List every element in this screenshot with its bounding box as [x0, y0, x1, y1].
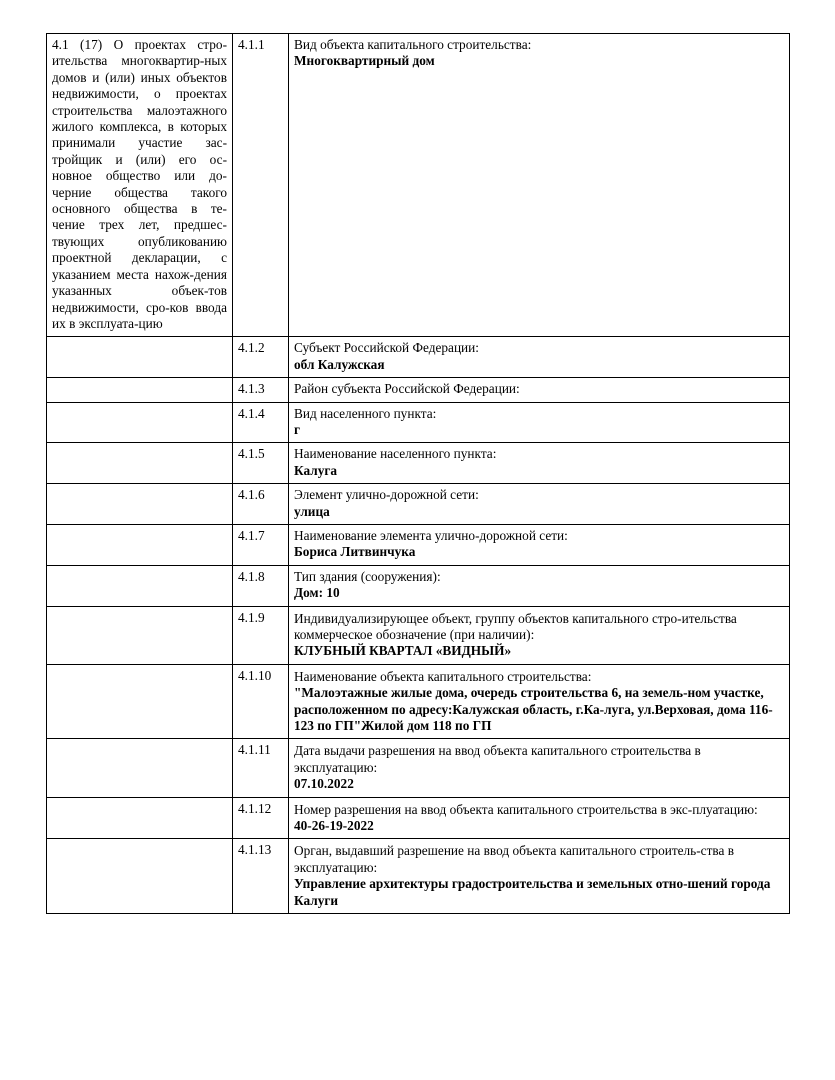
declaration-table: [46, 33, 790, 914]
row-label: Тип здания (сооружения):: [294, 568, 441, 584]
row-label: Орган, выдавший разрешение на ввод объекта капитального строитель-ства в эксплуатацию:: [294, 843, 734, 875]
row-content: [289, 402, 790, 443]
table-row: [47, 664, 790, 739]
table-row: [47, 606, 790, 664]
empty-title-cell: [47, 402, 233, 443]
row-label: Дата выдачи разрешения на ввод объекта капитального строительства в эксплуатацию:: [294, 743, 701, 775]
section-title-cell: 4.1 (17) О проектах стро-ительства многоквартир-ных домов и (или) иных объектов недвижимости, о проектах строительства малоэтажного жилого комплекса, в которых принимали участие зас-тройщик и (или) его ос-новное общество или до-черние общества такого основного общества в те-чение трех лет, предшес-твующих опубликованию проектной декларации, с указанием места нахож-дения указанных объек-тов недвижимости, сро-ков ввода их в эксплуата-цию: [47, 34, 233, 337]
table-row: [47, 565, 790, 606]
table-row: [47, 443, 790, 484]
row-content: [289, 378, 790, 402]
row-value: Дом: 10: [294, 585, 340, 601]
row-content: [289, 34, 790, 337]
empty-title-cell: [47, 664, 233, 739]
row-value: г: [294, 421, 301, 437]
row-label: Субъект Российской Федерации:: [294, 340, 479, 356]
row-value: Бориса Литвинчука: [294, 544, 416, 560]
row-content: [289, 664, 790, 739]
table-row: [47, 402, 790, 443]
row-number: 4.1.11: [233, 739, 289, 797]
row-value: Управление архитектуры градостроительства и земельных отно-шений города Калуги: [294, 876, 771, 908]
row-number: 4.1.12: [233, 797, 289, 839]
row-number: 4.1.6: [233, 484, 289, 525]
row-label: Вид объекта капитального строительства:: [294, 37, 532, 52]
row-label: Элемент улично-дорожной сети:: [294, 487, 479, 503]
row-content: [289, 443, 790, 484]
row-value: улица: [294, 503, 330, 519]
row-label: Район субъекта Российской Федерации:: [294, 381, 520, 397]
empty-title-cell: [47, 378, 233, 402]
empty-title-cell: [47, 337, 233, 378]
empty-title-cell: [47, 739, 233, 797]
row-content: [289, 606, 790, 664]
row-content: [289, 524, 790, 565]
row-number: 4.1.13: [233, 839, 289, 914]
table-row: [47, 484, 790, 525]
row-label: Вид населенного пункта:: [294, 405, 437, 421]
empty-title-cell: [47, 443, 233, 484]
table-row: [47, 34, 790, 337]
table-row: [47, 839, 790, 914]
row-label: Наименование элемента улично-дорожной сети:: [294, 527, 568, 543]
empty-title-cell: [47, 524, 233, 565]
empty-title-cell: [47, 606, 233, 664]
table-row: [47, 739, 790, 797]
row-number: 4.1.2: [233, 337, 289, 378]
row-content: [289, 739, 790, 797]
table-row: [47, 337, 790, 378]
empty-title-cell: [47, 484, 233, 525]
row-number: 4.1.7: [233, 524, 289, 565]
row-number: 4.1.10: [233, 664, 289, 739]
row-number: 4.1.8: [233, 565, 289, 606]
empty-title-cell: [47, 839, 233, 914]
row-number: 4.1.4: [233, 402, 289, 443]
row-value: обл Калужская: [294, 356, 385, 372]
table-row: [47, 378, 790, 402]
row-value: "Малоэтажные жилые дома, очередь строительства 6, на земель-ном участке, расположенном по адресу:Калужская область, г.Ка-луга, ул.Верховая, дома 116-123 по ГП"Жилой дом 118 по ГП: [294, 685, 773, 734]
empty-title-cell: [47, 797, 233, 839]
row-content: [289, 797, 790, 839]
row-value: 40-26-19-2022: [294, 818, 374, 834]
row-value: КЛУБНЫЙ КВАРТАЛ «ВИДНЫЙ»: [294, 643, 512, 659]
row-number: 4.1.1: [233, 34, 289, 337]
row-label: Наименование населенного пункта:: [294, 446, 497, 462]
table-row: [47, 524, 790, 565]
row-label: Номер разрешения на ввод объекта капитального строительства в экс-плуатацию:: [294, 801, 758, 817]
row-content: [289, 839, 790, 914]
row-value: Многоквартирный дом: [294, 53, 435, 69]
row-label: Индивидуализирующее объект, группу объектов капитального стро-ительства коммерческое обозначение (при наличии):: [294, 610, 737, 642]
row-value: Калуга: [294, 462, 338, 478]
row-number: 4.1.3: [233, 378, 289, 402]
empty-title-cell: [47, 565, 233, 606]
row-number: 4.1.5: [233, 443, 289, 484]
row-number: 4.1.9: [233, 606, 289, 664]
row-content: [289, 484, 790, 525]
row-label: Наименование объекта капитального строительства:: [294, 668, 592, 684]
row-value: 07.10.2022: [294, 776, 354, 792]
row-content: [289, 337, 790, 378]
table-row: [47, 797, 790, 839]
row-content: [289, 565, 790, 606]
